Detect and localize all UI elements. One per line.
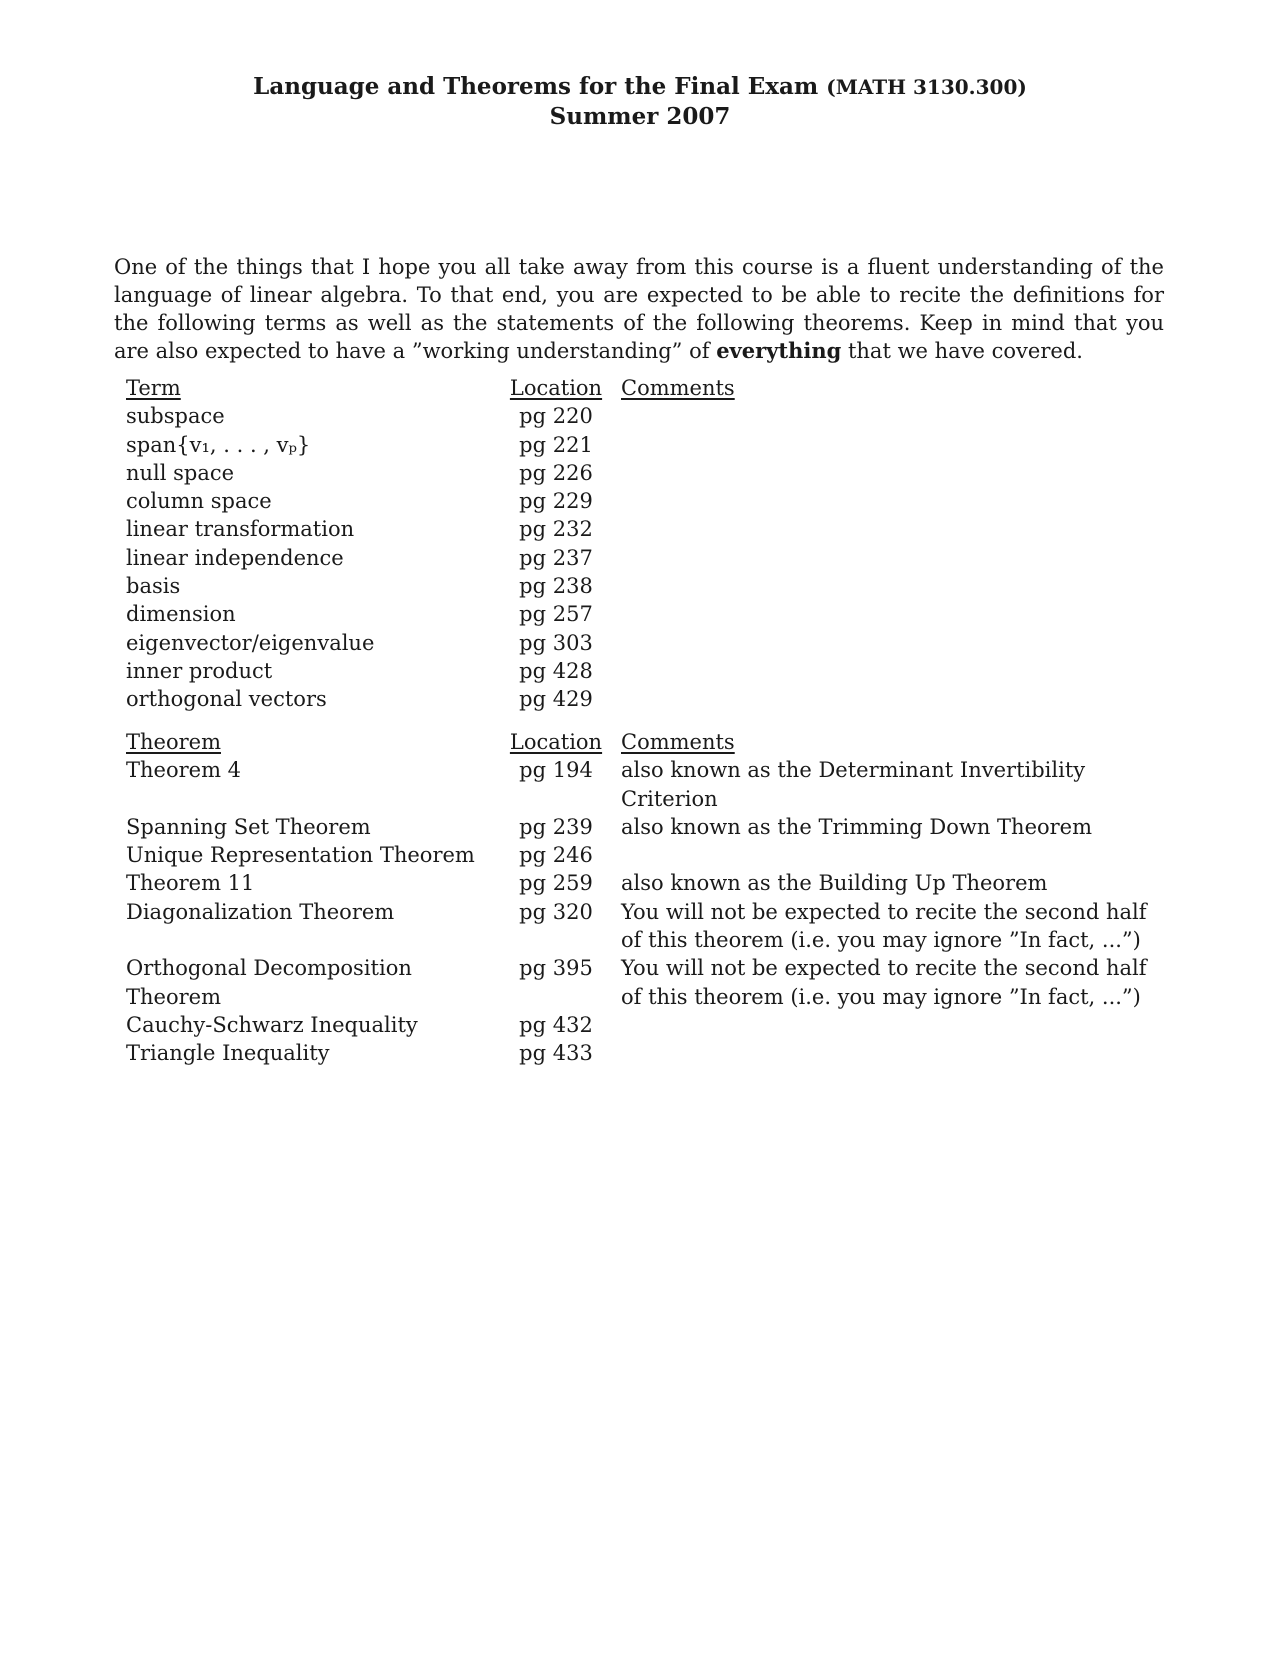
theorem-comment: You will not be expected to recite the second half of this theorem (i.e. you may ignore ”In fact, ...”) — [621, 956, 1147, 1009]
term-location: pg 257 — [519, 602, 593, 627]
term-name: inner product — [126, 658, 273, 683]
theorem-location: pg 259 — [519, 871, 593, 896]
term-comment — [606, 685, 1163, 713]
table-row — [118, 1039, 1163, 1067]
location-column-header: Location — [509, 376, 603, 400]
term-comment — [606, 459, 1163, 487]
term-name: span{v₁, . . . , vₚ} — [126, 432, 311, 457]
theorem-comment: also known as the Determinant Invertibility Criterion — [621, 758, 1086, 811]
terms-table — [118, 374, 1163, 714]
term-comment — [606, 629, 1163, 657]
theorem-comment: also known as the Building Up Theorem — [621, 871, 1048, 896]
term-label: Summer 2007 — [549, 103, 731, 130]
theorem-name: Theorem 4 — [126, 758, 242, 783]
term-name: column space — [126, 489, 272, 514]
table-row — [118, 515, 1163, 543]
table-row — [118, 756, 1163, 813]
intro-emphasis: everything — [716, 338, 842, 363]
intro-text-2: that we have covered. — [847, 339, 1083, 363]
table-row — [118, 685, 1163, 713]
term-column-header: Term — [126, 376, 181, 400]
course-code: (MATH 3130.300) — [826, 75, 1027, 99]
document-title — [0, 72, 1280, 102]
table-row — [118, 954, 1163, 1011]
term-name: eigenvector/eigenvalue — [126, 630, 375, 655]
theorem-location: pg 395 — [519, 956, 593, 981]
term-name: null space — [126, 460, 235, 485]
table-row — [118, 544, 1163, 572]
term-name: subspace — [126, 404, 225, 429]
table-row — [118, 898, 1163, 955]
term-comment — [606, 487, 1163, 515]
table-row — [118, 869, 1163, 897]
term-location: pg 428 — [519, 658, 593, 683]
term-comment — [606, 402, 1163, 430]
term-location: pg 226 — [519, 460, 593, 485]
intro-text-1: One of the things that I hope you all take away from this course is a fluent understanding of the language of linear algebra. To that end, you are expected to be able to recite the definitions for the following terms as well as the statements of the following theorems. Keep in mind that you are also expected to have a ”working understanding” of — [114, 255, 1164, 363]
term-location: pg 303 — [519, 630, 593, 655]
term-name: linear independence — [126, 545, 344, 570]
theorem-name: Theorem 11 — [126, 871, 255, 896]
table-row — [118, 487, 1163, 515]
theorem-location: pg 194 — [519, 758, 593, 783]
term-location: pg 221 — [519, 432, 593, 457]
theorem-name: Triangle Inequality — [126, 1041, 330, 1066]
theorem-location: pg 432 — [519, 1012, 593, 1037]
term-comment — [606, 544, 1163, 572]
theorem-comment: also known as the Trimming Down Theorem — [621, 814, 1093, 839]
theorem-comment: You will not be expected to recite the second half of this theorem (i.e. you may ignore ”In fact, ...”) — [621, 899, 1147, 953]
table-row — [118, 572, 1163, 600]
table-row — [118, 841, 1163, 869]
location-column-header: Location — [509, 730, 603, 754]
theorems-header-row — [118, 728, 1163, 756]
theorem-location: pg 320 — [519, 899, 593, 924]
term-comment — [606, 515, 1163, 543]
theorem-comment — [606, 1011, 1163, 1039]
term-name: basis — [126, 574, 181, 599]
table-row — [118, 1011, 1163, 1039]
theorem-location: pg 239 — [519, 814, 593, 839]
title-main: Language and Theorems for the Final Exam — [253, 73, 819, 100]
table-row — [118, 629, 1163, 657]
table-row — [118, 813, 1163, 841]
term-name: linear transformation — [126, 517, 355, 542]
term-location: pg 237 — [519, 545, 593, 570]
theorem-comment — [606, 1039, 1163, 1067]
title-block — [0, 72, 1280, 132]
term-location: pg 429 — [519, 687, 593, 712]
table-row — [118, 657, 1163, 685]
term-comment — [606, 572, 1163, 600]
theorem-location: pg 433 — [519, 1041, 593, 1066]
term-location: pg 238 — [519, 574, 593, 599]
theorem-location: pg 246 — [519, 843, 593, 868]
comments-column-header: Comments — [621, 730, 735, 754]
theorem-name: Cauchy-Schwarz Inequality — [126, 1012, 418, 1037]
term-location: pg 232 — [519, 517, 593, 542]
term-name: dimension — [126, 602, 236, 627]
term-name: orthogonal vectors — [126, 687, 327, 712]
term-comment — [606, 657, 1163, 685]
intro-paragraph — [114, 253, 1164, 365]
theorems-table — [118, 728, 1163, 1068]
table-row — [118, 459, 1163, 487]
theorem-column-header: Theorem — [126, 730, 221, 754]
table-row — [118, 600, 1163, 628]
theorem-name: Diagonalization Theorem — [126, 899, 395, 924]
term-comment — [606, 600, 1163, 628]
theorem-comment — [606, 841, 1163, 869]
theorem-name: Spanning Set Theorem — [126, 814, 371, 839]
table-row — [118, 402, 1163, 430]
theorem-name: Unique Representation Theorem — [126, 843, 475, 868]
term-location: pg 229 — [519, 489, 593, 514]
term-comment — [606, 431, 1163, 459]
terms-header-row — [118, 374, 1163, 402]
table-row — [118, 431, 1163, 459]
comments-column-header: Comments — [621, 376, 735, 400]
term-location: pg 220 — [519, 404, 593, 429]
theorem-name: Orthogonal Decomposition Theorem — [126, 956, 412, 1009]
